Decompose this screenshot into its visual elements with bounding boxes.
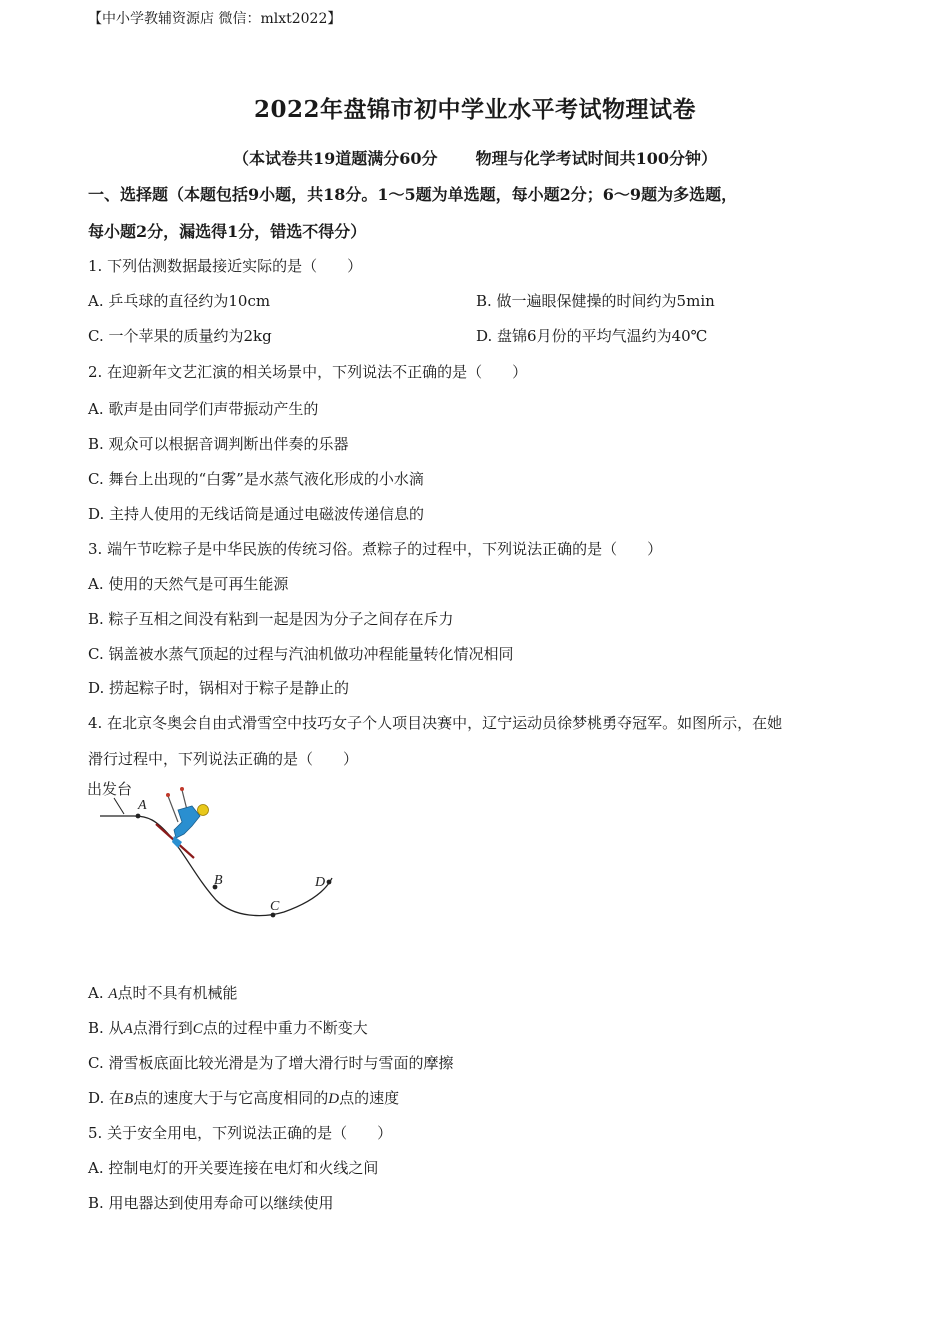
subtitle-left: （本试卷共19道题满分60分 (233, 149, 438, 168)
ski-pole-left (168, 796, 178, 822)
pole-tip-right (180, 787, 184, 791)
q3-option-a: A. 使用的天然气是可再生能源 (88, 575, 289, 593)
section-heading-line1: 一、选择题（本题包括9小题，共18分。1～5题为单选题，每小题2分；6～9题为多选题， (88, 185, 738, 204)
start-platform-label: 出发台 (87, 780, 133, 798)
point-c-label: C (270, 899, 280, 914)
q2-option-b: B. 观众可以根据音调判断出伴奏的乐器 (88, 435, 349, 453)
pole-tip-left (166, 793, 170, 797)
q2-option-c: C. 舞台上出现的“白雾”是水蒸气液化形成的小水滴 (88, 470, 424, 488)
q1-option-c: C. 一个苹果的质量约为2kg (88, 327, 272, 345)
q3-stem: 3. 端午节吃粽子是中华民族的传统习俗。煮粽子的过程中，下列说法正确的是（ ） (88, 540, 663, 558)
skier-illustration (156, 787, 209, 858)
point-a-label: A (138, 798, 147, 813)
q4-option-b: B. 从A点滑行到C点的过程中重力不断变大 (88, 1019, 368, 1037)
label-pointer (114, 798, 124, 814)
q5-stem: 5. 关于安全用电，下列说法正确的是（ ） (88, 1124, 393, 1142)
subtitle-right: 物理与化学考试时间共100分钟） (475, 149, 717, 168)
q3-option-b: B. 粽子互相之间没有粘到一起是因为分子之间存在斥力 (88, 610, 454, 628)
page-title: 2022年盘锦市初中学业水平考试物理试卷 (253, 96, 696, 123)
point-d-marker (327, 880, 332, 885)
q3-option-c: C. 锅盖被水蒸气顶起的过程与汽油机做功冲程能量转化情况相同 (88, 645, 514, 663)
q2-option-a: A. 歌声是由同学们声带振动产生的 (88, 400, 319, 418)
q4-option-d: D. 在B点的速度大于与它高度相同的D点的速度 (88, 1089, 400, 1107)
point-a-marker (136, 814, 141, 819)
header-note: 【中小学教辅资源店 微信：mlxt2022】 (88, 11, 342, 27)
q3-option-d: D. 捞起粽子时，锅相对于粽子是静止的 (88, 679, 350, 697)
exam-subtitle (0, 146, 950, 169)
skier-helmet (198, 805, 209, 816)
q4-stem-line2: 滑行过程中，下列说法正确的是（ ） (88, 750, 359, 768)
q4-option-a: A. A点时不具有机械能 (88, 984, 238, 1002)
q4-stem-line1: 4. 在北京冬奥会自由式滑雪空中技巧女子个人项目决赛中，辽宁运动员徐梦桃勇夺冠军。如图所示，在她 (88, 714, 783, 732)
section-heading-line2: 每小题2分，漏选得1分，错选不得分） (88, 222, 367, 241)
q5-option-a: A. 控制电灯的开关要连接在电灯和火线之间 (88, 1159, 379, 1177)
point-b-label: B (214, 873, 223, 888)
q1-stem: 1. 下列估测数据最接近实际的是（ ） (88, 257, 363, 275)
q4-option-c: C. 滑雪板底面比较光滑是为了增大滑行时与雪面的摩擦 (88, 1054, 454, 1072)
ski-track-diagram (86, 776, 356, 936)
point-d-label: D (315, 875, 326, 890)
q5-option-b: B. 用电器达到使用寿命可以继续使用 (88, 1194, 334, 1212)
q1-option-d: D. 盘锦6月份的平均气温约为40℃ (476, 327, 708, 345)
q2-option-d: D. 主持人使用的无线话筒是通过电磁波传递信息的 (88, 505, 425, 523)
q1-option-b: B. 做一遍眼保健操的时间约为5min (476, 292, 715, 310)
ski-track-figure (86, 776, 356, 940)
q1-option-a: A. 乒乓球的直径约为10cm (88, 292, 271, 310)
q2-stem: 2. 在迎新年文艺汇演的相关场景中，下列说法不正确的是（ ） (88, 363, 528, 381)
